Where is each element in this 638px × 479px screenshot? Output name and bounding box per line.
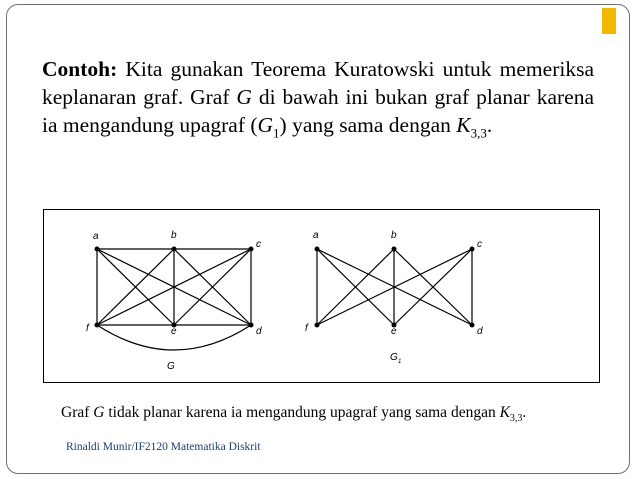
graph-g1-name-subscript: 1 [398, 359, 402, 365]
graph-g1-name: G [390, 352, 398, 363]
label-g-b: b [171, 230, 177, 241]
paragraph-text-4: . [486, 113, 493, 137]
vertex-g-a [95, 247, 100, 252]
caption-k33-symbol: K [499, 404, 510, 421]
caption-prefix: Graf [61, 404, 94, 421]
label-g1-b: b [391, 230, 397, 241]
figure-box [43, 209, 600, 383]
vertex-g1-f [315, 323, 320, 328]
paragraph-text-1: Kita gunakan Teorema Kuratowski untuk memeriksa keplanaran graf. Graf [42, 57, 594, 109]
vertex-g1-c [470, 247, 475, 252]
graph-symbol-g1: G [257, 113, 274, 137]
label-g1-c: c [477, 239, 482, 250]
vertex-g-f [95, 323, 100, 328]
graph-symbol-g: G [236, 85, 252, 109]
label-g1-a: a [313, 230, 319, 241]
vertex-g-d [249, 323, 254, 328]
graph-g1-edges [317, 249, 472, 325]
label-g-d: d [256, 326, 262, 337]
label-g-e: e [171, 326, 177, 337]
caption-middle: tidak planar karena ia mengandung upagraf yang sama dengan [104, 404, 500, 421]
main-paragraph [42, 55, 594, 147]
label-g-f: f [86, 323, 89, 334]
example-heading: Contoh: [42, 57, 118, 81]
label-g1-d: d [477, 326, 483, 337]
vertex-g1-d [470, 323, 475, 328]
accent-bar [602, 8, 616, 34]
vertex-g-b [172, 247, 177, 252]
vertex-g1-b [392, 247, 397, 252]
k33-subscript: 3,3 [470, 125, 487, 141]
k33-symbol: K [456, 113, 471, 137]
caption-k33-subscript: 3,3 [509, 413, 523, 425]
vertex-g1-a [315, 247, 320, 252]
label-g-a: a [93, 231, 99, 242]
label-g1-e: e [391, 326, 397, 337]
graph-symbol-g1-subscript: 1 [273, 125, 280, 141]
label-g-c: c [256, 239, 261, 250]
paragraph-text-3: ) yang sama dengan [279, 113, 457, 137]
footer-credit: Rinaldi Munir/IF2120 Matematika Diskrit [66, 441, 261, 453]
caption-graph-symbol: G [93, 404, 105, 421]
graph-g-name: G [167, 361, 175, 372]
figure-caption [61, 404, 526, 424]
caption-suffix: . [522, 404, 527, 421]
paragraph-text-2: di bawah ini bukan graf planar karena ia mengandung upagraf ( [42, 85, 594, 137]
label-g1-f: f [305, 323, 308, 334]
graph-figure [44, 210, 601, 384]
vertex-g-c [249, 247, 254, 252]
